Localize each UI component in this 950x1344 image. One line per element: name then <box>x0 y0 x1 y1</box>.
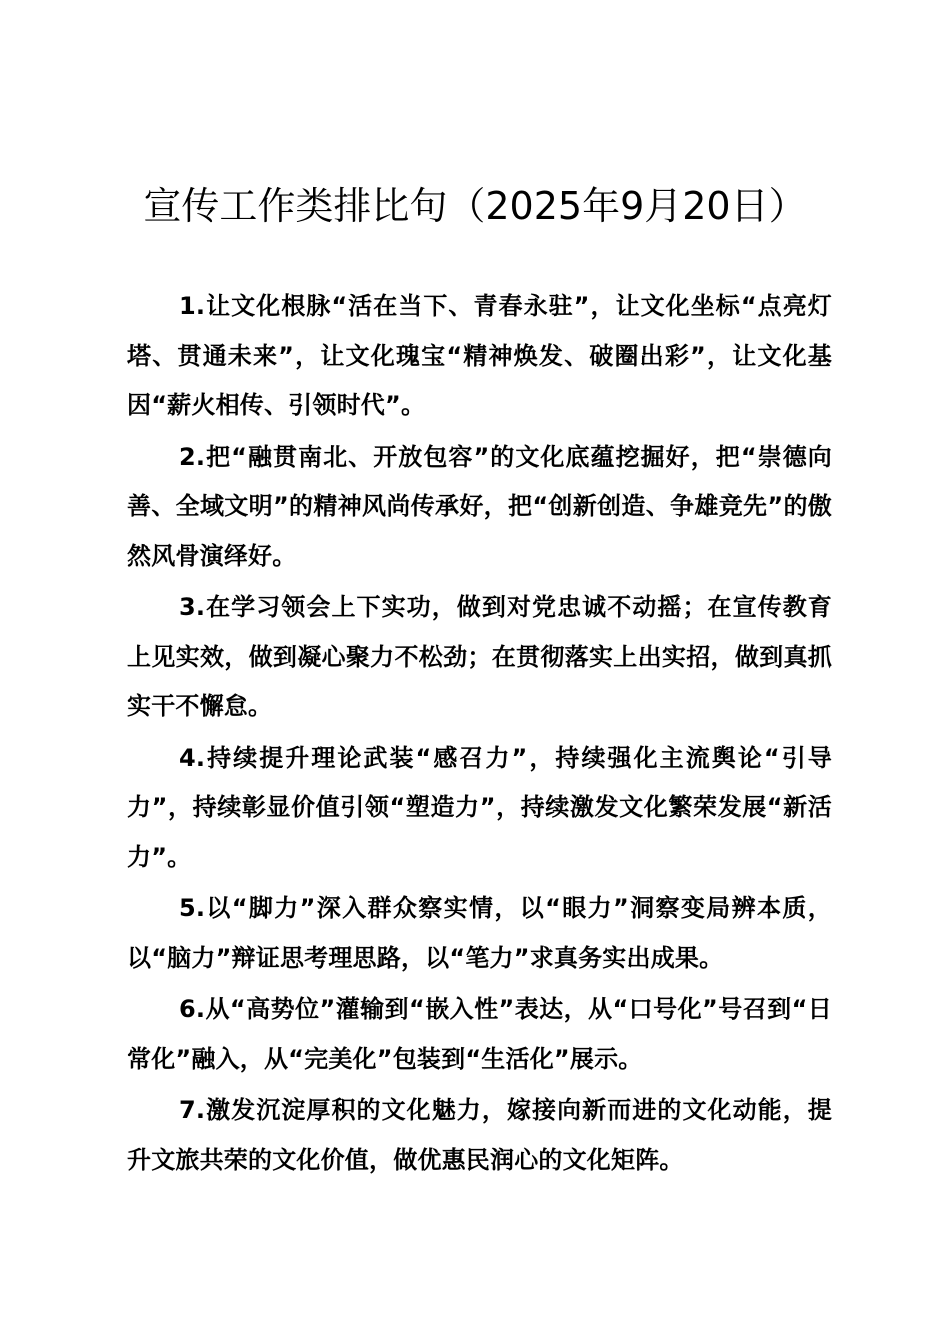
paragraph-3: 3.在学习领会上下实功，做到对党忠诚不动摇；在宣传教育上见实效，做到凝心聚力不松劲；在贯彻落实上出实招，做到真抓实干不懈怠。 <box>127 593 832 720</box>
paragraph-2: 2.把“融贯南北、开放包容”的文化底蕴挖掘好，把“崇德向善、全域文明”的精神风尚传承好，把“创新创造、争雄竞先”的傲然风骨演绎好。 <box>127 442 832 570</box>
paragraph-7: 7.激发沉淀厚积的文化魅力，嫁接向新而进的文化动能，提升文旅共荣的文化价值，做优惠民润心的文化矩阵。 <box>127 1096 832 1174</box>
document-title: 宣传工作类排比句（2025年9月20日） <box>143 184 807 228</box>
paragraph-1: 1.让文化根脉“活在当下、青春永驻”，让文化坐标“点亮灯塔、贯通未来”，让文化瑰宝“精神焕发、破圈出彩”，让文化基因“薪火相传、引领时代”。 <box>127 292 832 419</box>
paragraph-6: 6.从“高势位”灌输到“嵌入性”表达，从“口号化”号召到“日常化”融入，从“完美化”包装到“生活化”展示。 <box>127 995 832 1073</box>
document-body <box>127 282 832 1187</box>
paragraph-5: 5.以“脚力”深入群众察实情，以“眼力”洞察变局辨本质，以“脑力”辩证思考理思路，以“笔力”求真务实出成果。 <box>127 894 832 972</box>
paragraph-4: 4.持续提升理论武装“感召力”，持续强化主流舆论“引导力”，持续彰显价值引领“塑造力”，持续激发文化繁荣发展“新活力”。 <box>127 743 832 871</box>
